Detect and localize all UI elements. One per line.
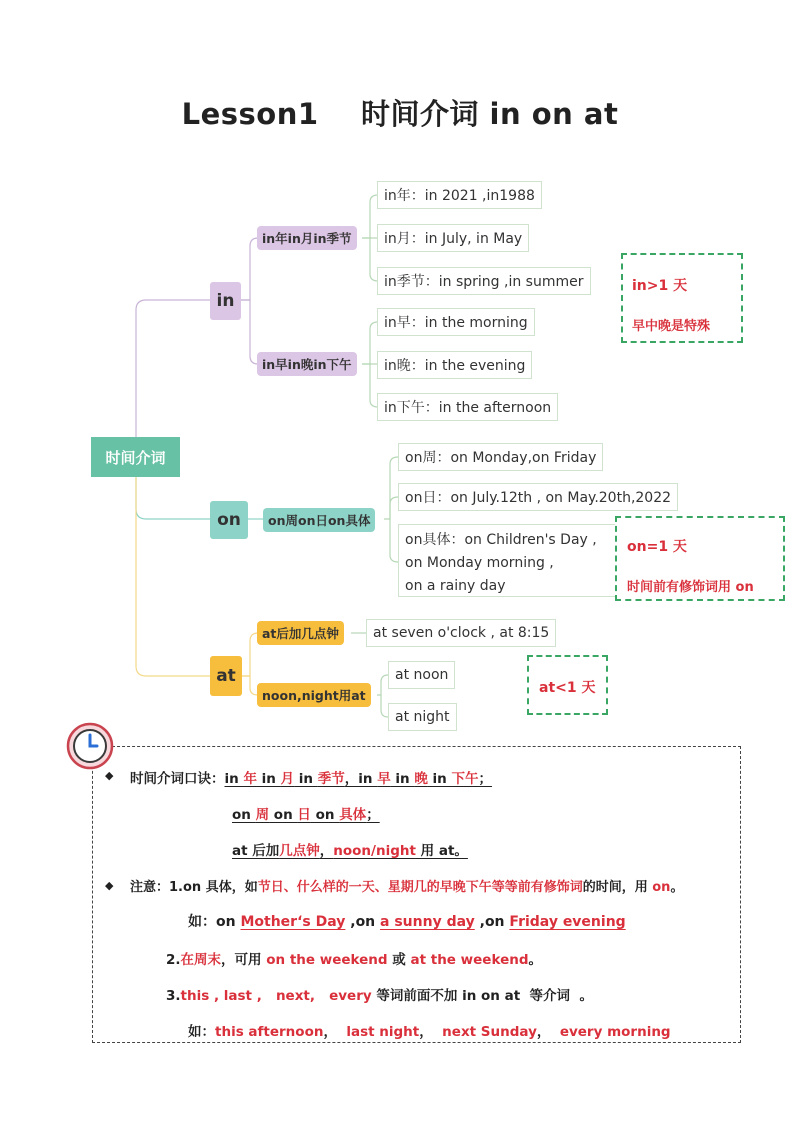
note-in-line2: 早中晚是特殊 [632, 319, 711, 334]
leaf-in-year: in年：in 2021 ,in1988 [377, 181, 542, 209]
node-at: at [210, 656, 242, 696]
note-example-1: 如：on Mother‘s Day ,on a sunny day ,on Friday evening [188, 914, 626, 930]
leaf-in-season: in季节：in spring ,in summer [377, 267, 591, 295]
rhyme-line-2: on 周 on 日 on 具体； [232, 807, 380, 823]
note-at-line1: at<1 天 [539, 680, 596, 696]
rhyme-line-1 [130, 767, 492, 787]
title-topic: 时间介词 in on at [360, 97, 619, 131]
bullet-diamond-icon: ◆ [105, 879, 114, 892]
node-at-clock: at后加几点钟 [257, 621, 344, 645]
note-line-3: 3.this , last , next, every 等词前面不加 in on at 等介词 。 [166, 988, 593, 1004]
node-in: in [210, 282, 241, 320]
bullet-diamond-icon: ◆ [105, 769, 114, 782]
leaf-at-clock: at seven o'clock , at 8:15 [366, 619, 556, 647]
title-lesson: Lesson1 [181, 97, 319, 131]
note-on [615, 516, 785, 601]
node-at-noon-night: noon,night用at [257, 683, 371, 707]
note-at [527, 655, 608, 715]
note-example-3: 如：this afternoon， last night， next Sunday， every morning [188, 1024, 671, 1040]
leaf-on-specific-line1: on具体：on Children's Day , [405, 532, 597, 548]
note-line-1: 注意：1.on 具体，如节日、什么样的一天、星期几的早晚下午等等前有修饰词的时间，用 on。 [130, 880, 684, 895]
node-on-week-day-specific: on周on日on具体 [263, 508, 375, 532]
node-in-morning-evening: in早in晚in下午 [257, 352, 357, 376]
leaf-on-specific-line2: on Monday morning , [405, 555, 554, 571]
note-in [621, 253, 743, 343]
rhyme-label: 时间介词口诀： [130, 771, 225, 787]
rhyme-line-3: at 后加几点钟，noon/night 用 at。 [232, 843, 468, 859]
node-on: on [210, 501, 248, 539]
leaf-in-month: in月：in July, in May [377, 224, 529, 252]
leaf-in-afternoon: in下午：in the afternoon [377, 393, 558, 421]
clock-icon [66, 722, 114, 770]
root-node: 时间介词 [91, 437, 180, 477]
node-in-year-month-season: in年in月in季节 [257, 226, 357, 250]
leaf-on-week: on周：on Monday,on Friday [398, 443, 603, 471]
note-in-line1: in>1 天 [632, 278, 688, 294]
leaf-on-specific [398, 524, 618, 597]
leaf-at-noon: at noon [388, 661, 455, 689]
note-on-line2: 时间前有修饰词用 on [627, 580, 754, 595]
leaf-in-evening: in晚：in the evening [377, 351, 532, 379]
leaf-on-specific-line3: on a rainy day [405, 578, 506, 594]
rhyme-text-1: in 年 in 月 in 季节，in 早 in 晚 in 下午； [224, 771, 492, 787]
note-on-line1: on=1 天 [627, 539, 687, 555]
leaf-at-night: at night [388, 703, 457, 731]
leaf-on-date: on日：on July.12th , on May.20th,2022 [398, 483, 678, 511]
note-line-2: 2.在周末，可用 on the weekend 或 at the weekend。 [166, 952, 542, 968]
leaf-in-morning: in早：in the morning [377, 308, 535, 336]
